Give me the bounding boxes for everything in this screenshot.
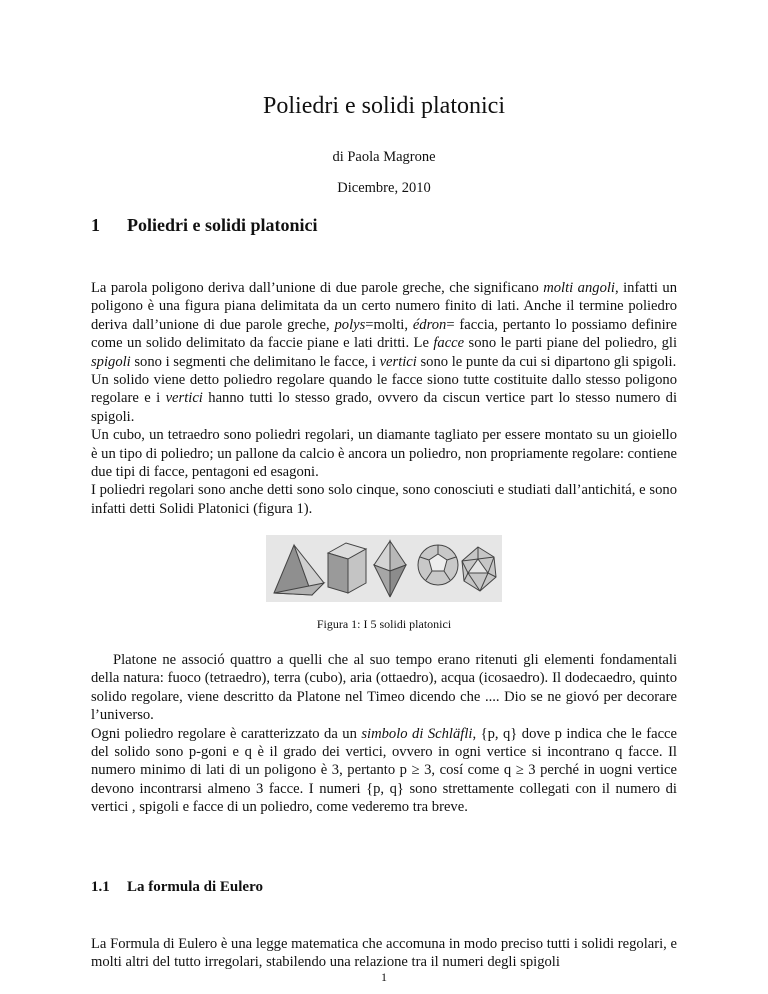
section-title: Poliedri e solidi platonici — [127, 215, 318, 235]
platonic-solids-image — [266, 535, 502, 602]
platonic-solids-figure — [266, 535, 502, 602]
body-text — [91, 651, 677, 817]
body-text-2 — [91, 935, 677, 972]
paragraph: La parola poligono deriva dall’unione di due parole greche, che significano molti angoli, infatti un poligono è una figura piana delimitata da un certo numero finito di lati. Anche il termine poliedro deriva dall’unione di due parole greche, polys=molti, édron= faccia, pertanto lo possiamo definire come un solido delimitato da faccie piane e lati dritti. Le facce sono le parti piane del poliedro, gli spigoli sono i segmenti che delimitano le facce, i vertici sono le punte da cui si dipartono gli spigoli. — [91, 280, 677, 370]
paragraph: Ogni poliedro regolare è caratterizzato da un simbolo di Schläfli, {p, q} dove p indica che le facce del solido sono p-goni e q è il grado dei vertici, ovvero in ogni vertice si incontrano q facce. Il numero minimo di lati di un poligono è 3, pertanto p ≥ 3, cosí come q ≥ 3 perché in uogni vertice devono incontrarsi almeno 3 facce. I numeri {p, q} sono strettamente collegati con il numero di vertici , spigoli e facce di un poliedro, come vederemo tra breve. — [91, 725, 677, 816]
paragraph: Un cubo, un tetraedro sono poliedri regolari, un diamante tagliato per essere montato su un gioiello è un tipo di poliedro; un pallone da calcio è ancora un poliedro, non propriamente regolare: contiene due tipi di facce, pentagoni ed esagoni. — [91, 427, 677, 481]
paragraph: Un solido viene detto poliedro regolare quando le facce siono tutte costituite dallo stesso poligono regolare e i vertici hanno tutti lo stesso grado, ovvero da ciscun vertice part lo stesso numero di spigoli. — [91, 372, 677, 425]
paragraph: La Formula di Eulero è una legge matematica che accomuna in modo preciso tutti i solidi regolari, e molti altri del tutto irregolari, stabilendo una relazione tra il numeri degli spigoli — [91, 936, 677, 971]
subsection-title: La formula di Eulero — [127, 879, 263, 895]
cube-shape — [328, 543, 366, 593]
subsection-number: 1.1 — [91, 879, 110, 895]
paragraph: I poliedri regolari sono anche detti sono solo cinque, sono conosciuti e studiati dall’antichitá, e sono infatti detti Solidi Platonici (figura 1). — [91, 482, 677, 517]
section-number: 1 — [91, 215, 100, 235]
paper-title: Poliedri e solidi platonici — [263, 93, 505, 119]
date: Dicembre, 2010 — [337, 180, 431, 196]
intro-text — [91, 279, 677, 518]
author: di Paola Magrone — [332, 149, 436, 165]
section-heading — [91, 215, 318, 236]
dodecahedron-shape — [418, 545, 458, 585]
subsection-heading — [91, 879, 263, 896]
paragraph: Platone ne associó quattro a quelli che al suo tempo erano ritenuti gli elementi fondamentali della natura: fuoco (tetraedro), terra (cubo), aria (ottaedro), acqua (icosaedro). Il dodecaedro, quinto solido regolare, viene descritto da Platone nel Timeo dicendo che .... Dio se ne giovó per decorare l’universo. — [91, 652, 677, 724]
page-number: 1 — [381, 970, 387, 984]
figure-caption: Figura 1: I 5 solidi platonici — [316, 617, 452, 631]
